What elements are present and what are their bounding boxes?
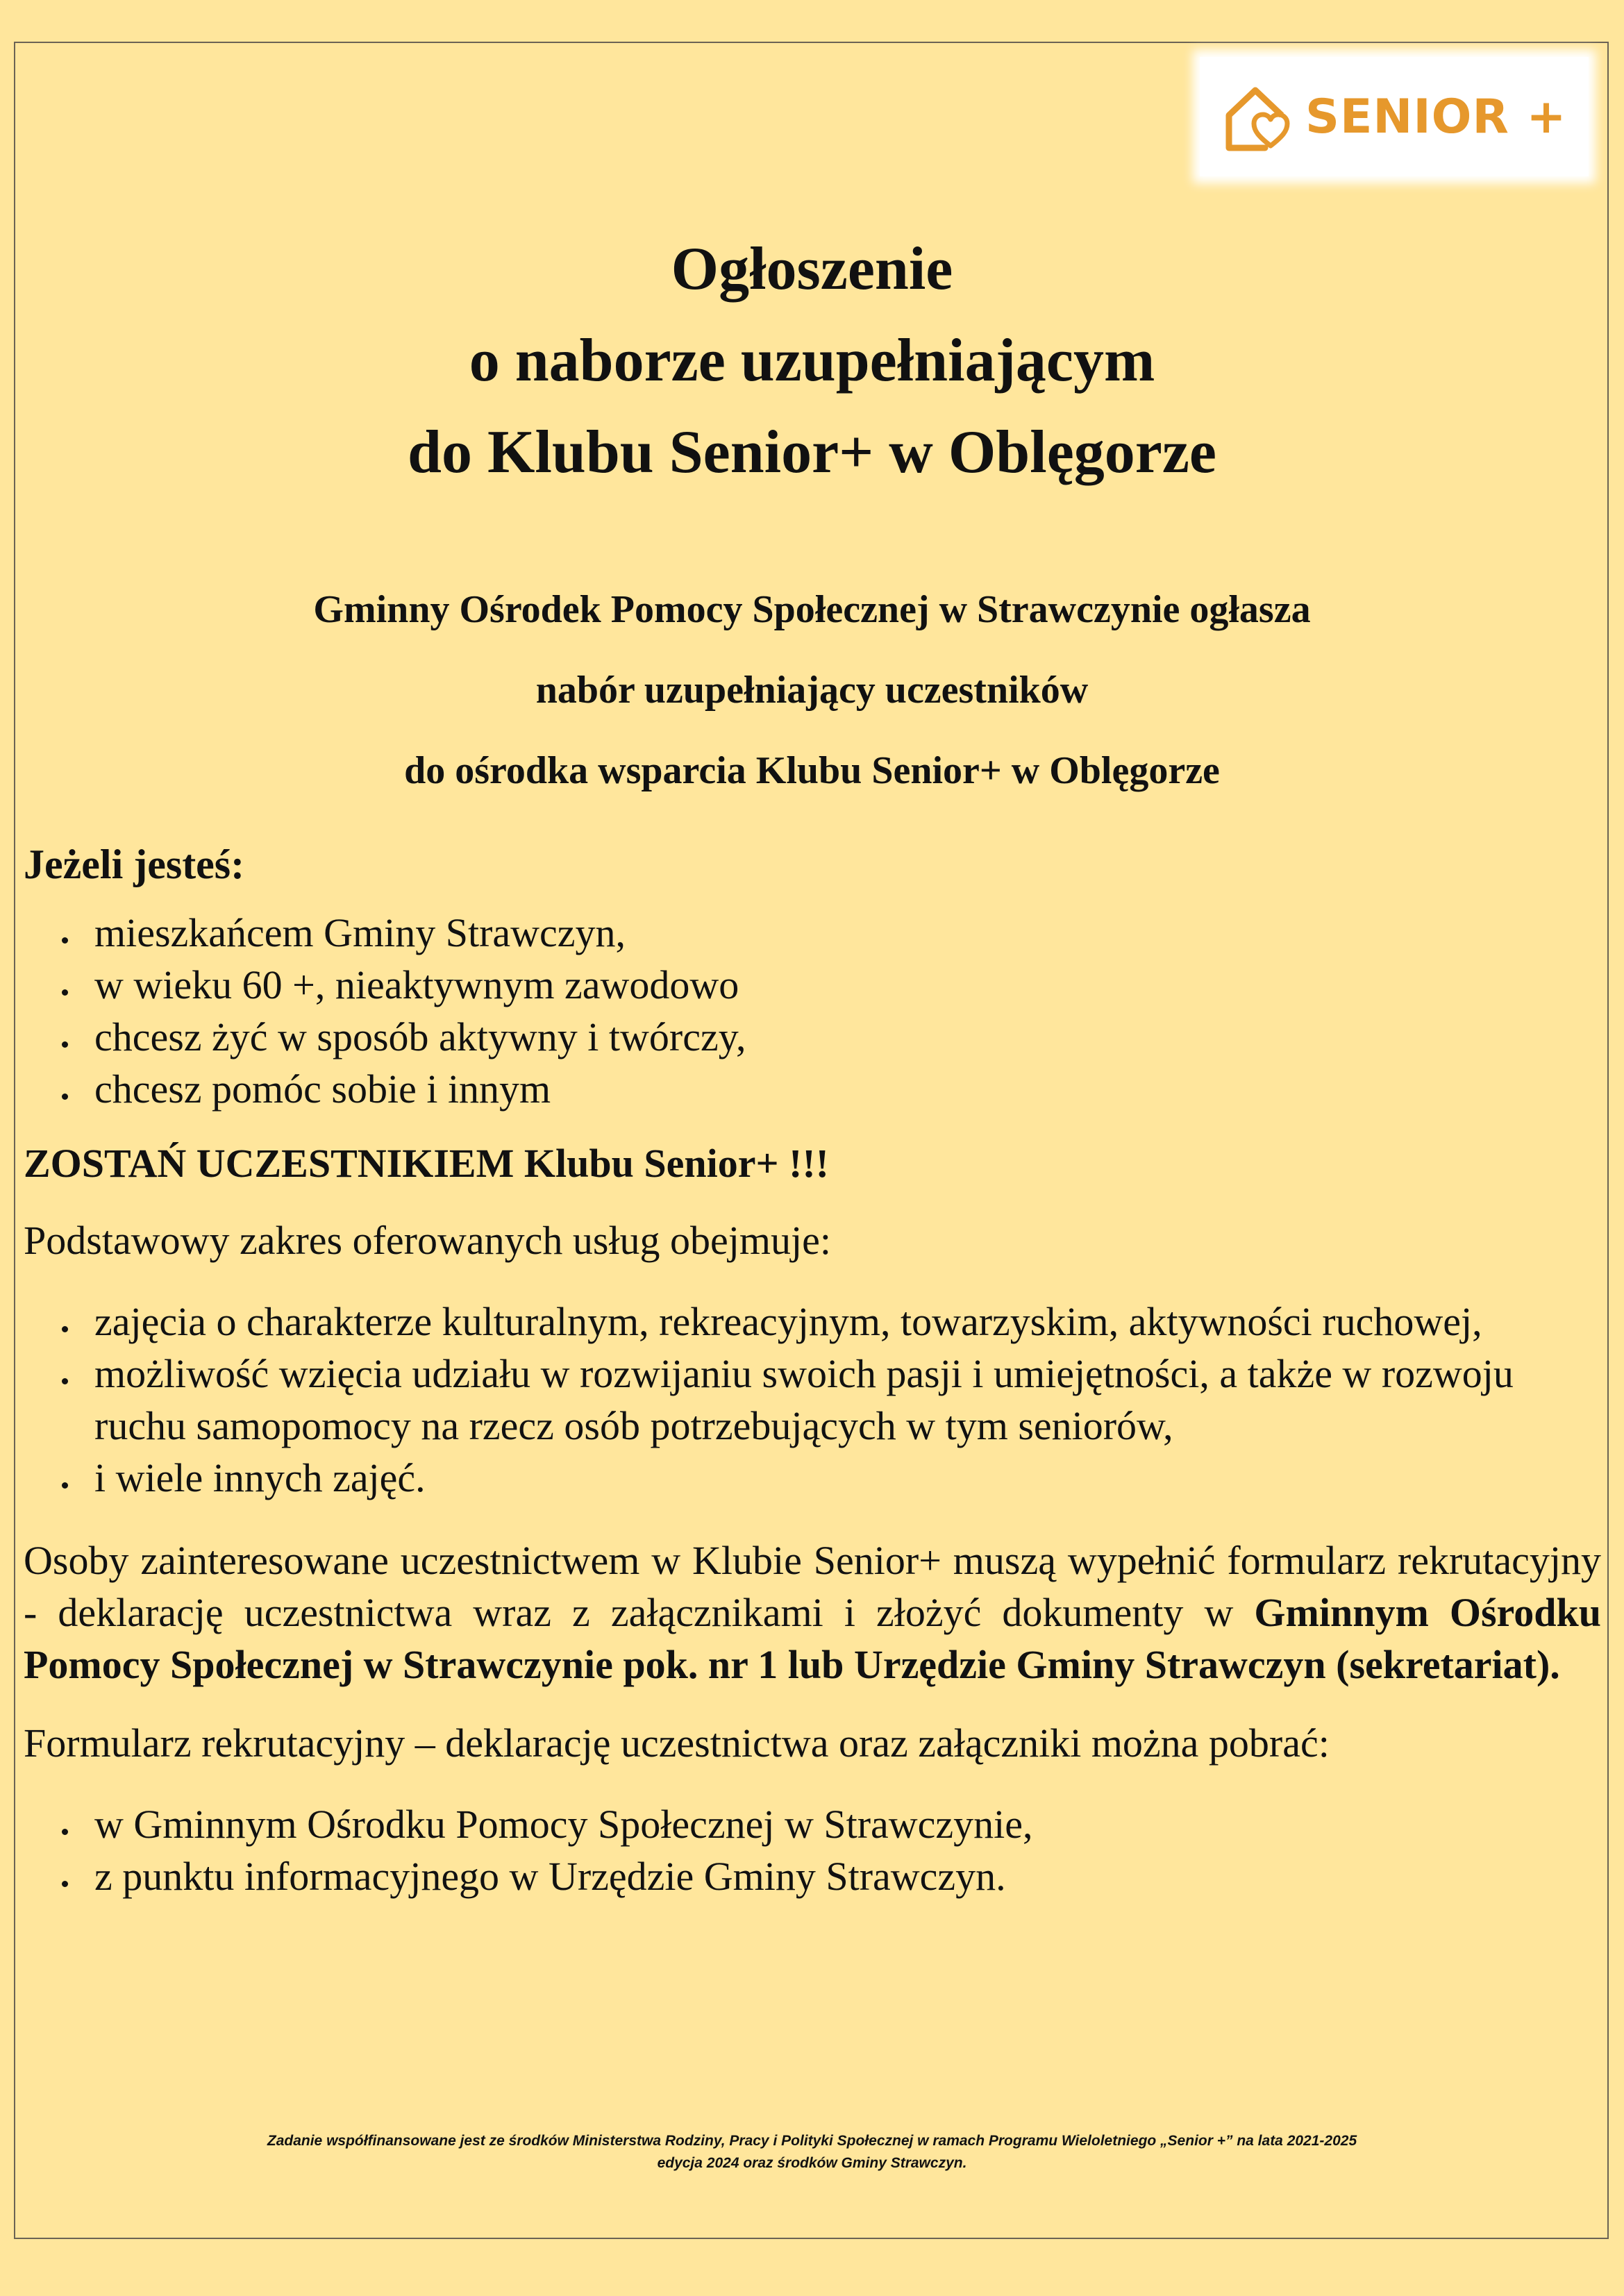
eligibility-list xyxy=(24,907,1601,1115)
services-list xyxy=(24,1296,1601,1504)
title-line-1: Ogłoszenie xyxy=(671,235,953,303)
title-line-3: do Klubu Senior+ w Oblęgorze xyxy=(408,419,1216,486)
list-item: w wieku 60 +, nieaktywnym zawodowo xyxy=(24,959,1601,1011)
title-line-2: o naborze uzupełniającym xyxy=(469,327,1155,394)
announcement-intro xyxy=(0,569,1624,811)
services-heading: Podstawowy zakres oferowanych usług obejmuje: xyxy=(24,1218,831,1263)
announcement-body xyxy=(24,839,1601,1902)
list-item: możliwość wzięcia udziału w rozwijaniu swoich pasji i umiejętności, a także w rozwoju ruchu samopomocy na rzecz osób potrzebujących w tym seniorów, xyxy=(24,1348,1601,1452)
list-item: i wiele innych zajęć. xyxy=(24,1452,1601,1504)
application-location: Gminnym Ośrodku Pomocy Społecznej w Strawczynie pok. nr 1 lub Urzędzie Gminy Strawczyn (sekretariat). xyxy=(24,1590,1602,1687)
funding-footer xyxy=(0,2130,1624,2175)
page-title xyxy=(0,224,1624,498)
eligibility-heading: Jeżeli jesteś: xyxy=(24,841,245,887)
list-item: z punktu informacyjnego w Urzędzie Gminy Strawczyn. xyxy=(24,1850,1601,1902)
call-to-action: ZOSTAŃ UCZESTNIKIEM Klubu Senior+ !!! xyxy=(24,1141,829,1186)
intro-line-3: do ośrodka wsparcia Klubu Senior+ w Oblęgorze xyxy=(404,749,1220,792)
intro-line-2: nabór uzupełniający uczestników xyxy=(535,669,1089,712)
list-item: chcesz pomóc sobie i innym xyxy=(24,1063,1601,1115)
footer-line-1: Zadanie współfinansowane jest ze środków Ministerstwa Rodziny, Pracy i Polityki Społecznej w ramach Programu Wieloletniego „Senior +” na lata 2021-2025 xyxy=(267,2133,1357,2149)
download-heading: Formularz rekrutacyjny – deklarację uczestnictwa oraz załączniki można pobrać: xyxy=(24,1720,1330,1766)
senior-plus-logo xyxy=(1200,57,1589,176)
application-paragraph xyxy=(24,1534,1601,1691)
list-item: zajęcia o charakterze kulturalnym, rekreacyjnym, towarzyskim, aktywności ruchowej, xyxy=(24,1296,1601,1348)
download-list xyxy=(24,1798,1601,1902)
list-item: w Gminnym Ośrodku Pomocy Społecznej w Strawczynie, xyxy=(24,1798,1601,1850)
list-item: chcesz żyć w sposób aktywny i twórczy, xyxy=(24,1011,1601,1063)
footer-line-2: edycja 2024 oraz środków Gminy Strawczyn. xyxy=(657,2155,967,2171)
application-text: Osoby zainteresowane uczestnictwem w Klubie Senior+ muszą wypełnić formularz rekrutacyjny - deklarację uczestnictwa wraz z załącznikami i złożyć dokumenty w xyxy=(24,1538,1601,1635)
list-item: mieszkańcem Gminy Strawczyn, xyxy=(24,907,1601,959)
intro-line-1: Gminny Ośrodek Pomocy Społecznej w Strawczynie ogłasza xyxy=(313,588,1311,631)
logo-text: SENIOR + xyxy=(1305,89,1567,144)
house-heart-icon xyxy=(1222,82,1298,151)
